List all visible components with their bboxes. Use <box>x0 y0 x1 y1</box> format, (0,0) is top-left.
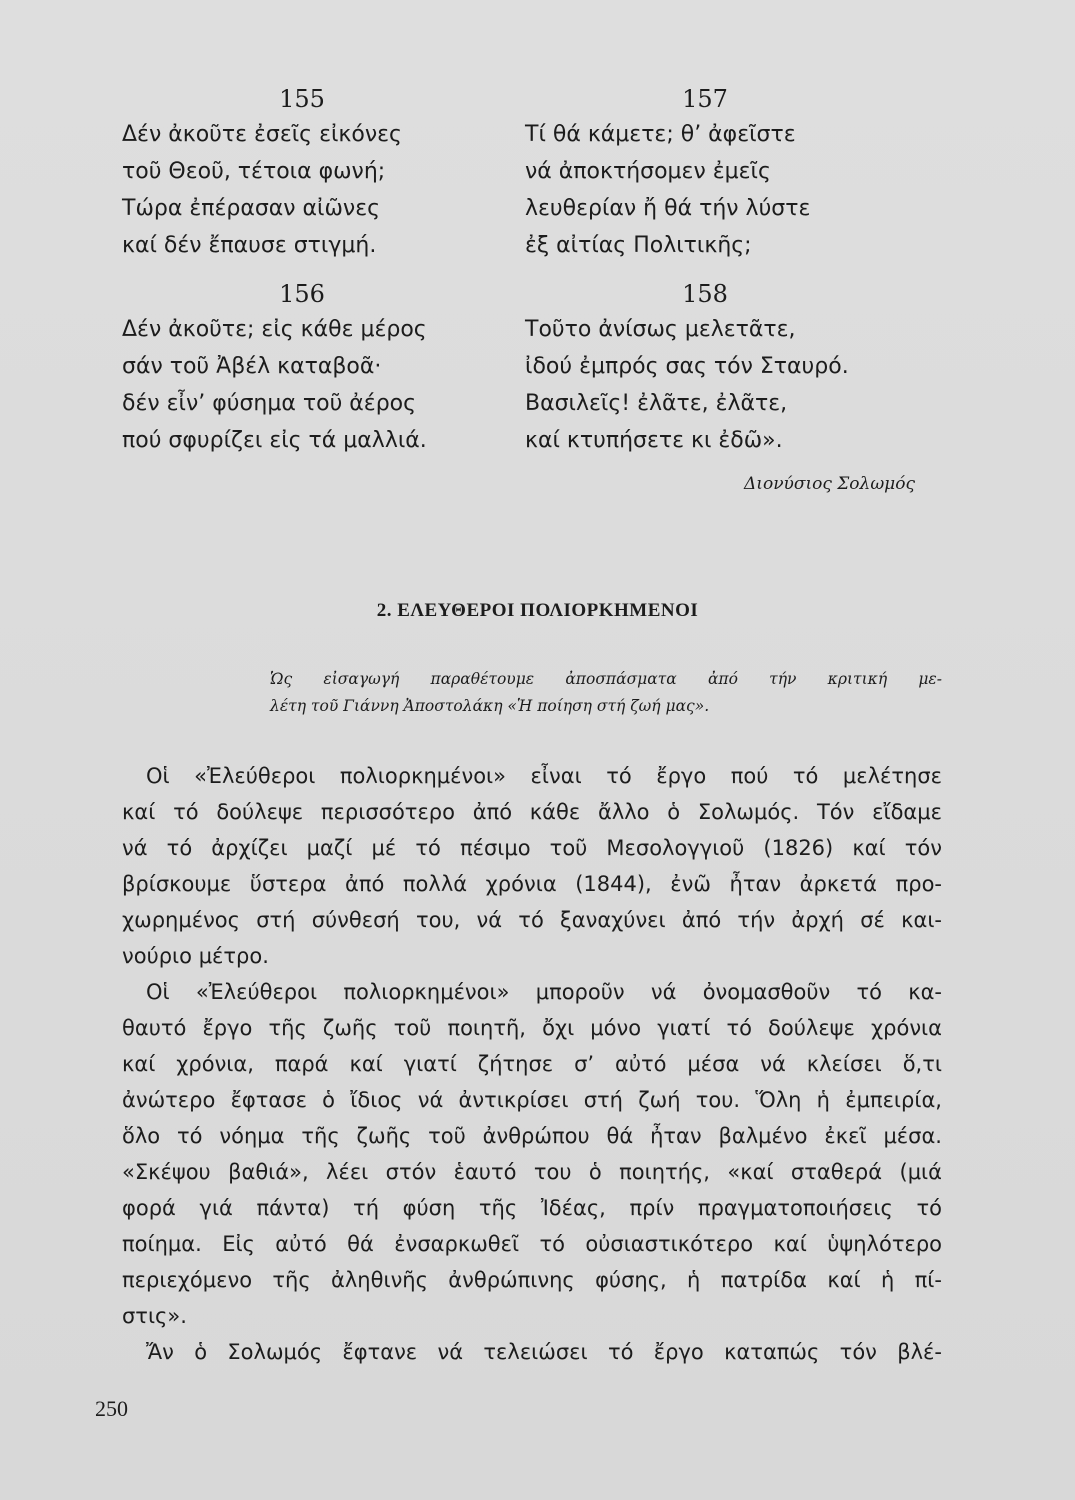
intro-line: Ὡς εἰσαγωγή παραθέτουμε ἀποσπάσματα ἀπό τήν κριτική με- <box>270 670 942 688</box>
body-line: καί τό δούλεψε περισσότερο ἀπό κάθε ἄλλο ὁ Σολωμός. Τόν εἴδαμε <box>122 800 942 824</box>
body-line: χωρημένος στή σύνθεσή του, νά τό ξαναχύνει ἀπό τήν ἀρχή σέ και- <box>122 908 942 932</box>
body-line: ὅλο τό νόημα τῆς ζωῆς τοῦ ἀνθρώπου θά ἦταν βαλμένο ἐκεῖ μέσα. <box>122 1124 942 1148</box>
body-line: Ἄν ὁ Σολωμός ἔφτανε νά τελειώσει τό ἔργο καταπώς τόν βλέ- <box>146 1340 942 1364</box>
body-line: περιεχόμενο τῆς ἀληθινῆς ἀνθρώπινης φύσης, ἡ πατρίδα καί ἡ πί- <box>122 1268 942 1292</box>
verse-line: Τοῦτο ἀνίσως μελετᾶτε, <box>525 317 796 342</box>
poem-author: Διονύσιος Σολωμός <box>744 474 915 494</box>
body-line: καί χρόνια, παρά καί γιατί ζήτησε σ’ αὐτό μέσα νά κλείσει ὅ,τι <box>122 1052 942 1076</box>
body-line: ἀνώτερο ἔφτασε ὁ ἴδιος νά ἀντικρίσει στή ζωή του. Ὅλη ἡ ἐμπειρία, <box>122 1088 942 1112</box>
body-line: «Σκέψου βαθιά», λέει στόν ἑαυτό του ὁ ποιητής, «καί σταθερά (μιά <box>122 1160 942 1184</box>
body-line: νά τό ἀρχίζει μαζί μέ τό πέσιμο τοῦ Μεσολογγιοῦ (1826) καί τόν <box>122 836 942 860</box>
verse-line: δέν εἶν’ φύσημα τοῦ ἀέρος <box>122 391 417 416</box>
stanza-number: 156 <box>279 280 325 308</box>
verse-line: σάν τοῦ Ἀβέλ καταβοᾶ· <box>122 354 382 379</box>
stanza-number: 155 <box>279 85 325 113</box>
stanza-number: 158 <box>682 280 728 308</box>
verse-line: καί κτυπήσετε κι ἐδῶ». <box>525 428 783 453</box>
stanza-number: 157 <box>682 85 728 113</box>
stanza-155 <box>122 82 482 264</box>
verse-line: ἐξ αἰτίας Πολιτικῆς; <box>525 233 752 258</box>
body-line: Οἱ «Ἐλεύθεροι πολιορκημένοι» εἶναι τό ἔργο πού τό μελέτησε <box>146 764 942 788</box>
verse-line: λευθερίαν ἤ θά τήν λύστε <box>525 196 811 221</box>
stanza-157 <box>525 82 885 264</box>
body-line: θαυτό ἔργο τῆς ζωῆς τοῦ ποιητῆ, ὄχι μόνο γιατί τό δούλεψε χρόνια <box>122 1016 942 1040</box>
verse-line: καί δέν ἔπαυσε στιγμή. <box>122 233 377 258</box>
verse-line: νά ἀποκτήσομεν ἐμεῖς <box>525 159 771 184</box>
stanza-158 <box>525 277 885 459</box>
intro-note <box>270 666 942 720</box>
body-line: στις». <box>122 1304 187 1328</box>
body-line: νούριο μέτρο. <box>122 944 269 968</box>
body-line: ποίημα. Εἰς αὐτό θά ἐνσαρκωθεῖ τό οὐσιαστικότερο καί ὑψηλότερο <box>122 1232 942 1256</box>
verse-line: Τί θά κάμετε; θ’ ἀφεῖστε <box>525 122 796 147</box>
verse-line: Βασιλεῖς! ἐλᾶτε, ἐλᾶτε, <box>525 391 788 416</box>
body-line: φορά γιά πάντα) τή φύση τῆς Ἰδέας, πρίν πραγματοποιήσεις τό <box>122 1196 942 1220</box>
verse-line: ἰδού ἐμπρός σας τόν Σταυρό. <box>525 354 849 379</box>
intro-line: λέτη τοῦ Γιάννη Ἀποστολάκη «Ἡ ποίηση στή ζωή μας». <box>270 697 710 715</box>
section-title: 2. ΕΛΕΥΘΕΡΟΙ ΠΟΛΙΟΡΚΗΜΕΝΟΙ <box>376 600 699 621</box>
stanza-156 <box>122 277 482 459</box>
verse-line: Δέν ἀκοῦτε; εἰς κάθε μέρος <box>122 317 427 342</box>
verse-line: Δέν ἀκοῦτε ἐσεῖς εἰκόνες <box>122 122 402 147</box>
verse-line: Τώρα ἐπέρασαν αἰῶνες <box>122 196 381 221</box>
verse-line: τοῦ Θεοῦ, τέτοια φωνή; <box>122 159 386 184</box>
verse-line: πού σφυρίζει εἰς τά μαλλιά. <box>122 428 427 453</box>
body-line: βρίσκουμε ὕστερα ἀπό πολλά χρόνια (1844), ἐνῶ ἦταν ἀρκετά προ- <box>122 872 942 896</box>
body-line: Οἱ «Ἐλεύθεροι πολιορκημένοι» μποροῦν νά ὀνομασθοῦν τό κα- <box>146 980 942 1004</box>
page-number: 250 <box>95 1396 128 1421</box>
